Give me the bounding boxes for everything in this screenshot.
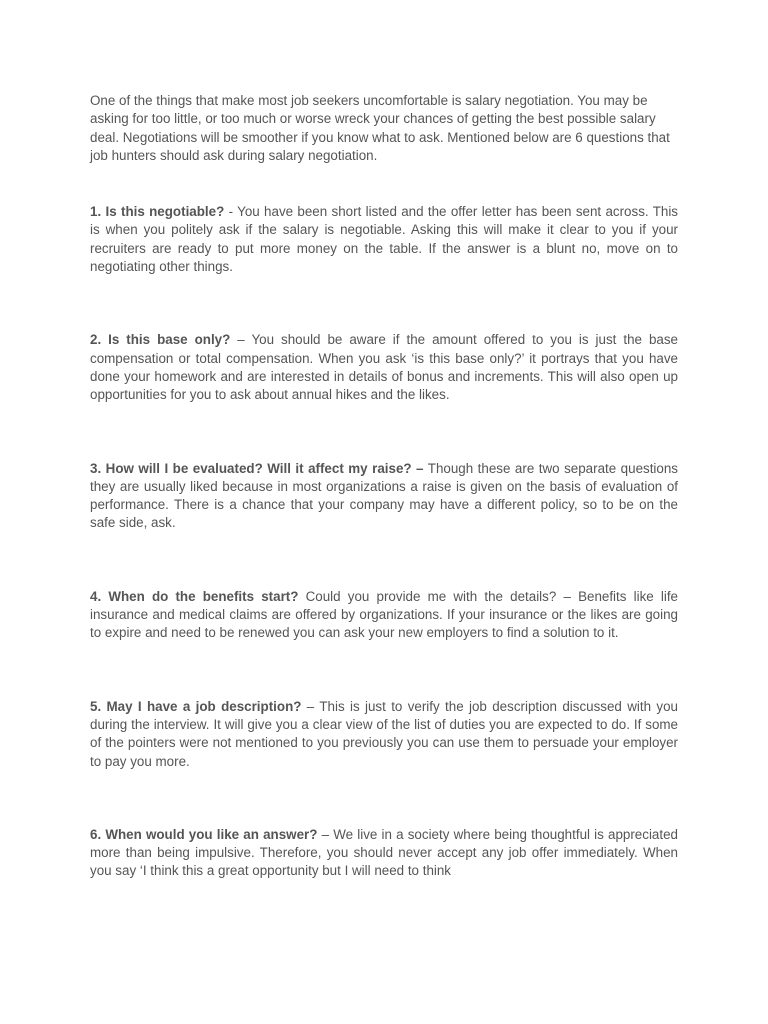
- question-body-6: – We live in a society where being thoughtful is appreciated more than being impulsive. Therefore, you should never accept any job offer immediately. When you say ‘I think this a great opportunity but I will need to think: [90, 826, 678, 879]
- question-body-1: - You have been short listed and the offer letter has been sent across. This is when you politely ask if the salary is negotiable. Asking this will make it clear to you if your recruiters are ready to put more money on the table. If the answer is a blunt no, move on to negotiating other things.: [90, 204, 678, 275]
- question-heading-4: 4. When do the benefits start?: [90, 588, 299, 604]
- question-paragraph-6: [90, 826, 678, 881]
- question-body-3: Though these are two separate questions they are usually liked because in most organizations a raise is given on the basis of evaluation of performance. There is a chance that your company may have a different policy, so to be on the safe side, ask.: [90, 460, 678, 531]
- question-heading-1: 1. Is this negotiable?: [90, 204, 225, 220]
- question-paragraph-1: [90, 203, 678, 276]
- question-paragraph-4: [90, 588, 678, 643]
- question-paragraph-5: [90, 698, 678, 771]
- intro-paragraph: One of the things that make most job seekers uncomfortable is salary negotiation. You may be asking for too little, or too much or worse wreck your chances of getting the best possible salary deal. Negotiations will be smoother if you know what to ask. Mentioned below are 6 questions that job hunters should ask during salary negotiation.: [90, 93, 670, 163]
- question-heading-5: 5. May I have a job description?: [90, 698, 302, 714]
- question-paragraph-3: [90, 460, 678, 533]
- question-body-4: Could you provide me with the details? – Benefits like life insurance and medical claims are offered by organizations. If your insurance or the likes are going to expire and need to be renewed you can ask your new employers to find a solution to it.: [90, 588, 678, 641]
- question-heading-3: 3. How will I be evaluated? Will it affect my raise? –: [90, 460, 424, 476]
- question-paragraph-2: [90, 331, 678, 404]
- question-body-5: – This is just to verify the job description discussed with you during the interview. It will give you a clear view of the list of duties you are expected to do. If some of the pointers were not mentioned to you previously you can use them to persuade your employer to pay you more.: [90, 698, 678, 769]
- question-heading-6: 6. When would you like an answer?: [90, 826, 318, 842]
- document-page: [90, 92, 678, 881]
- question-heading-2: 2. Is this base only?: [90, 332, 231, 348]
- question-body-2: – You should be aware if the amount offered to you is just the base compensation or total compensation. When you ask ‘is this base only?’ it portrays that you have done your homework and are interested in details of bonus and increments. This will also open up opportunities for you to ask about annual hikes and the likes.: [90, 332, 678, 403]
